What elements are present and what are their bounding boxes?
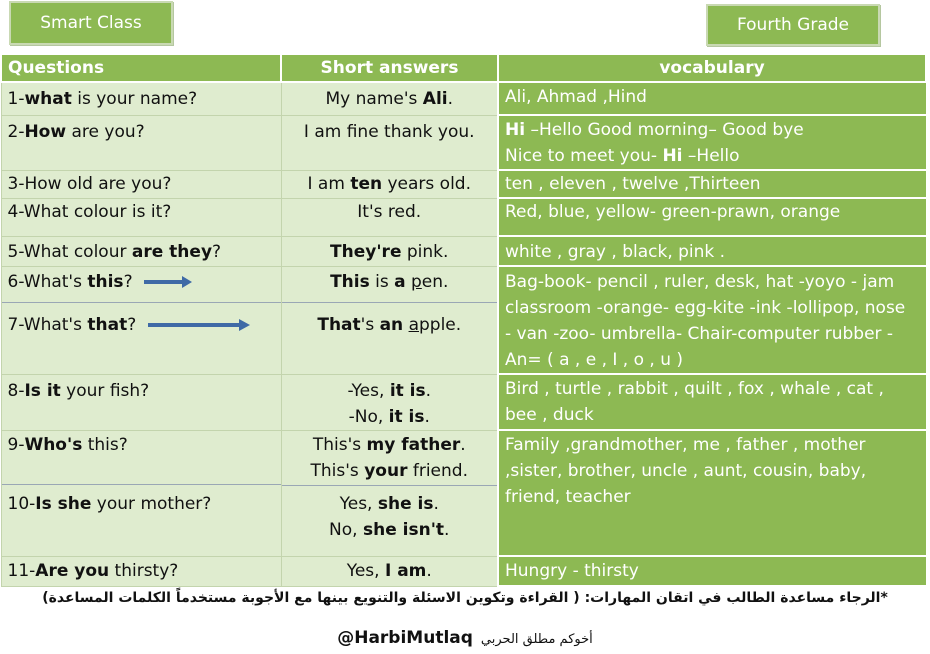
question-cell: 6-What's this? 7-What's that? — [1, 266, 281, 374]
table-row — [1, 374, 926, 430]
table-row — [1, 430, 926, 556]
table-row — [1, 82, 926, 115]
right-arrow-icon — [148, 319, 250, 331]
questions-header: Questions — [1, 54, 281, 82]
question-cell: 11-Are you thirsty? — [1, 556, 281, 586]
answer-cell: They're pink. — [281, 236, 498, 266]
row-divider — [2, 484, 281, 485]
question-cell: 4-What colour is it? — [1, 198, 281, 236]
answer-cell: I am ten years old. — [281, 170, 498, 198]
table-row — [1, 198, 926, 236]
question-cell: 9-Who's this? 10-Is she your mother? — [1, 430, 281, 556]
table-row — [1, 266, 926, 374]
row-divider — [282, 302, 498, 303]
row-divider — [2, 302, 281, 303]
row-divider — [282, 485, 498, 486]
credit-line — [0, 628, 930, 648]
vocabulary-cell: Bird , turtle , rabbit , quilt , fox , whale , cat , bee , duck — [498, 374, 926, 430]
lesson-table — [0, 53, 927, 587]
vocabulary-cell: Family ,grandmother, me , father , mother ,sister, brother, uncle , aunt, cousin, baby, friend, teacher — [498, 430, 926, 556]
answer-cell: My name's Ali. — [281, 82, 498, 115]
question-cell: 8-Is it your fish? — [1, 374, 281, 430]
table-row — [1, 556, 926, 586]
question-cell: 1-what is your name? — [1, 82, 281, 115]
answer-cell: -Yes, it is. -No, it is. — [281, 374, 498, 430]
question-cell: 5-What colour are they? — [1, 236, 281, 266]
vocabulary-cell: Ali, Ahmad ,Hind — [498, 82, 926, 115]
vocabulary-cell: ten , eleven , twelve ,Thirteen — [498, 170, 926, 198]
question-cell: 3-How old are you? — [1, 170, 281, 198]
grade-label: Fourth Grade — [736, 15, 849, 35]
grade-tag — [706, 4, 880, 46]
vocabulary-cell: white , gray , black, pink . — [498, 236, 926, 266]
answer-cell: This is a pen. That's an apple. — [281, 266, 498, 374]
table-row — [1, 115, 926, 170]
vocabulary-cell: Bag-book- pencil , ruler, desk, hat -yoyo - jam classroom -orange- egg-kite -ink -lollipop, nose - van -zoo- umbrella- Chair-computer rubber - An= ( a , e , I , o , u ) — [498, 266, 926, 374]
table-row — [1, 236, 926, 266]
answer-cell: This's my father. This's your friend. Yes, she is. No, she isn't. — [281, 430, 498, 556]
answer-cell: It's red. — [281, 198, 498, 236]
author-name: أخوكم مطلق الحربي — [480, 632, 593, 647]
table-row — [1, 170, 926, 198]
answers-header: Short answers — [281, 54, 498, 82]
answer-cell: I am fine thank you. — [281, 115, 498, 170]
vocabulary-header: vocabulary — [498, 54, 926, 82]
vocabulary-cell: Red, blue, yellow- green-prawn, orange — [498, 198, 926, 236]
answer-cell: Yes, I am. — [281, 556, 498, 586]
vocabulary-cell: Hungry - thirsty — [498, 556, 926, 586]
question-cell: 2-How are you? — [1, 115, 281, 170]
smart-class-label: Smart Class — [40, 13, 142, 33]
table-header — [1, 54, 926, 82]
smart-class-tag — [9, 1, 173, 45]
right-arrow-icon — [144, 276, 192, 288]
instruction-note: *الرجاء مساعدة الطالب في اتقان المهارات: ( القراءة وتكوين الاسئلة والتنويع بينها مع الأجوبة مستخدماً الكلمات المساعدة) — [42, 590, 888, 606]
vocabulary-cell: Hi –Hello Good morning– Good bye Nice to meet you- Hi –Hello — [498, 115, 926, 170]
author-handle: @HarbiMutlaq — [337, 628, 473, 648]
